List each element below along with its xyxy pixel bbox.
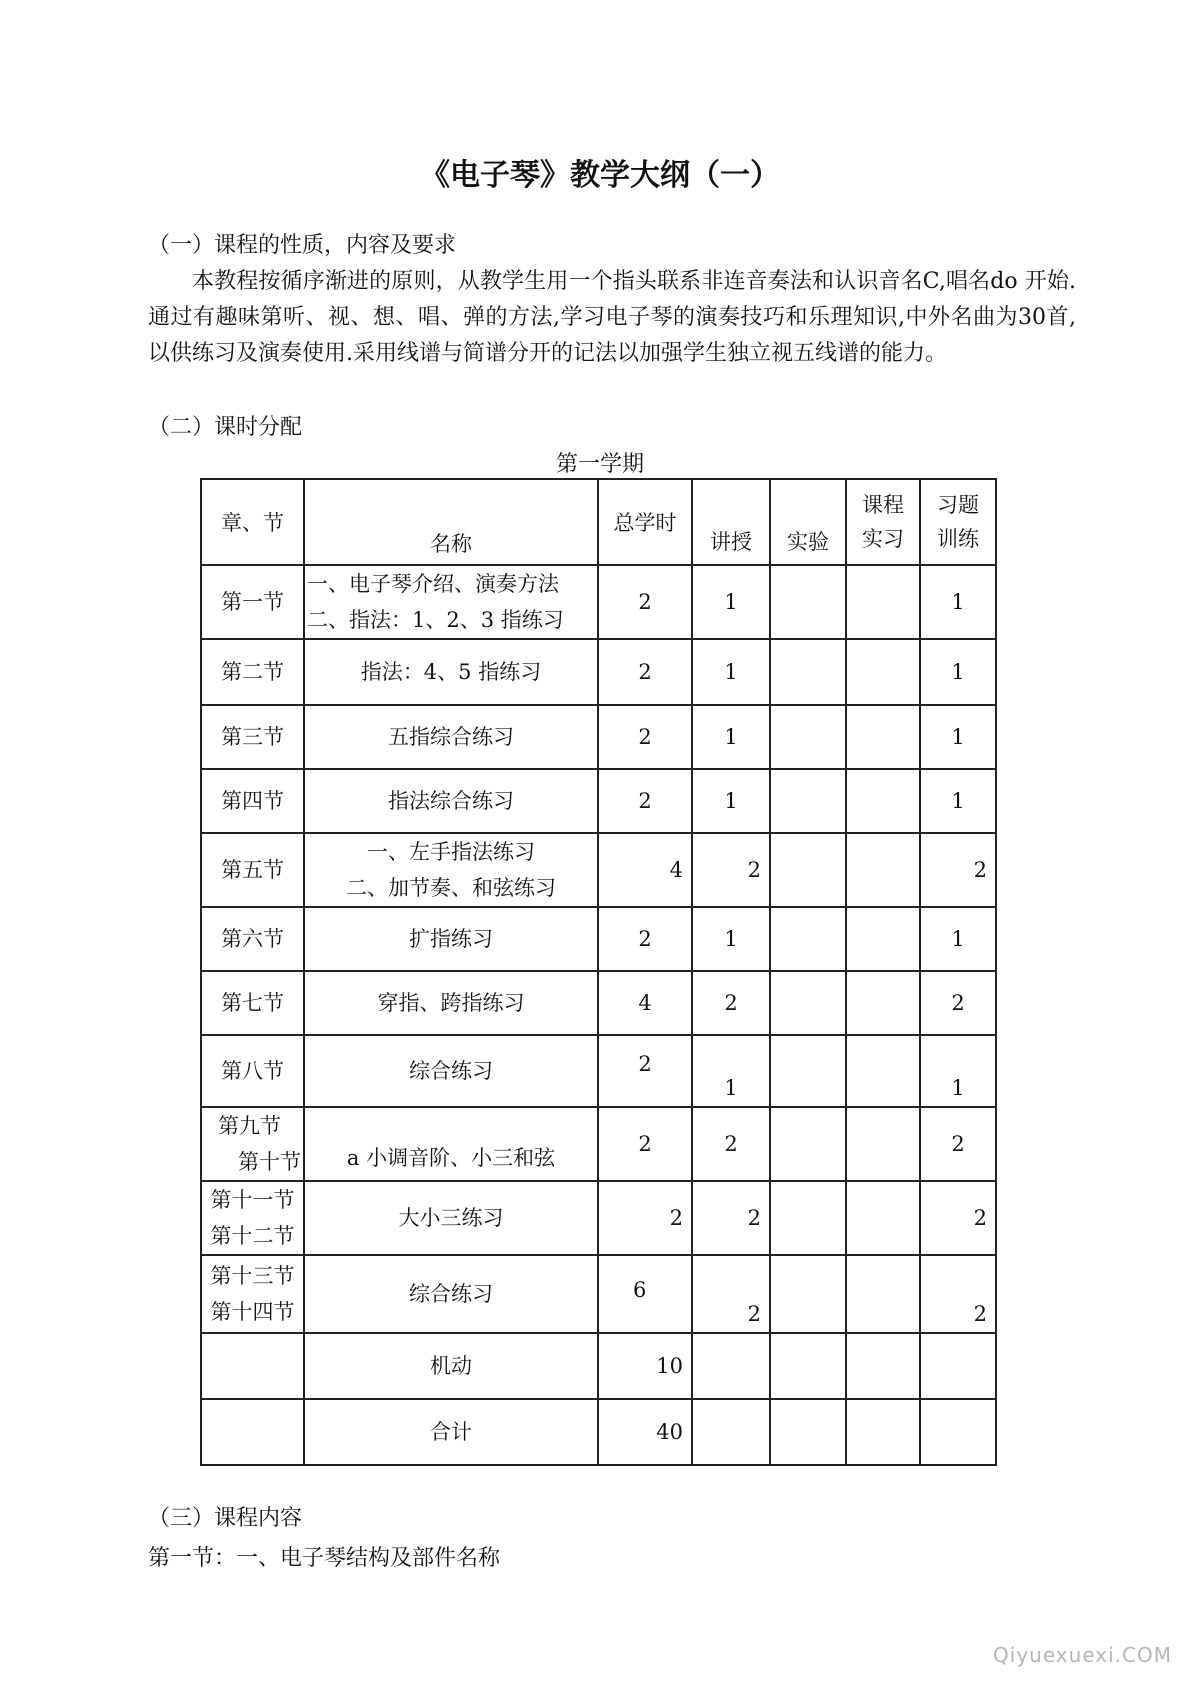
lab-hours-cell [770,639,846,705]
name-line: 扩指练习 [409,927,493,951]
lab-hours-cell [770,565,846,639]
name-cell [304,1181,598,1255]
total-hours-cell: 2 [598,1181,692,1255]
table-row [201,1399,996,1465]
term-label: 第一学期 [555,452,644,477]
header-total: 总学时 [598,479,692,565]
section3-heading: （三）课程内容 [148,1506,303,1531]
total-hours-cell: 4 [598,833,692,907]
name-cell [304,1399,598,1465]
table-body [201,565,996,1465]
table-row [201,907,996,971]
practice-hours-cell [846,1035,920,1107]
practice-hours-cell [846,907,920,971]
total-hours-cell: 2 [598,565,692,639]
lecture-hours-cell: 1 [692,565,770,639]
lab-hours-cell [770,907,846,971]
section2-heading: （二）课时分配 [148,415,303,440]
section1-paragraph: 本教程按循序渐进的原则，从教学生用一个指头联系非连音奏法和认识音名C,唱名do 开始.通过有趣味第听、视、想、唱、弹的方法,学习电子琴的演奏技巧和乐理知识,中外名曲为30首,以供练习及演奏使用.采用线谱与简谱分开的记法以加强学生独立视五线谱的能力。 [148,269,1076,366]
exercise-hours-cell: 1 [920,565,996,639]
header-exercise-line1: 习题 [937,493,979,517]
lecture-hours-cell: 1 [692,907,770,971]
table-row [201,1107,996,1181]
chapter-label: 第七节 [221,991,284,1015]
lecture-hours-cell: 2 [692,1255,770,1333]
chapter-label: 第十一节 [210,1188,295,1212]
lecture-hours-cell: 2 [692,1181,770,1255]
chapter-label: 第五节 [221,858,284,882]
name-line: 机动 [430,1354,472,1378]
chapter-label: 第三节 [221,725,284,749]
exercise-hours-cell: 2 [920,971,996,1035]
exercise-hours-cell: 2 [920,1255,996,1333]
practice-hours-cell [846,1255,920,1333]
chapter-label: 第一节 [221,590,284,614]
total-hours-cell: 2 [598,639,692,705]
section3-line1: 第一节：一、电子琴结构及部件名称 [148,1546,501,1571]
lecture-hours-cell [692,1333,770,1399]
name-line: 合计 [430,1420,472,1444]
name-line: 综合练习 [409,1059,493,1083]
header-practice [846,479,920,565]
lecture-hours-cell: 1 [692,639,770,705]
name-line: 穿指、跨指练习 [377,991,525,1015]
chapter-cell [201,1255,304,1333]
exercise-hours-cell: 1 [920,769,996,833]
chapter-label: 第十三节 [210,1264,295,1288]
section1-heading: （一）课程的性质，内容及要求 [148,233,457,258]
name-cell [304,1035,598,1107]
chapter-cell [201,833,304,907]
total-hours-cell: 40 [598,1399,692,1465]
lab-hours-cell [770,705,846,769]
chapter-cell [201,705,304,769]
exercise-hours-cell: 1 [920,907,996,971]
lab-hours-cell [770,971,846,1035]
chapter-label: 第六节 [221,927,284,951]
name-cell [304,1333,598,1399]
name-cell [304,1255,598,1333]
lab-hours-cell [770,1333,846,1399]
lecture-hours-cell [692,1399,770,1465]
name-line-second: 二、指法：1、2、3 指练习 [307,608,564,632]
chapter-label-second: 第十二节 [210,1224,295,1248]
practice-hours-cell [846,639,920,705]
header-exercise-line2: 训练 [937,527,979,551]
table-row [201,1255,996,1333]
exercise-hours-cell: 1 [920,639,996,705]
name-line: 一、电子琴介绍、演奏方法 [307,572,559,596]
table-row [201,971,996,1035]
header-name: 名称 [304,479,598,565]
name-line: 指法：4、5 指练习 [360,660,542,684]
table-row [201,565,996,639]
total-hours-cell: 2 [598,907,692,971]
lecture-hours-cell: 1 [692,1035,770,1107]
table-row [201,1333,996,1399]
exercise-hours-cell: 1 [920,705,996,769]
total-hours-cell: 2 [598,769,692,833]
chapter-label: 第四节 [221,789,284,813]
exercise-hours-cell: 2 [920,833,996,907]
exercise-hours-cell: 2 [920,1107,996,1181]
name-cell [304,639,598,705]
chapter-cell [201,1399,304,1465]
practice-hours-cell [846,1399,920,1465]
lecture-hours-cell: 2 [692,971,770,1035]
total-hours-cell: 6 [598,1255,692,1333]
chapter-cell [201,639,304,705]
chapter-label-second: 第十四节 [210,1300,295,1324]
total-hours-cell: 10 [598,1333,692,1399]
exercise-hours-cell: 1 [920,1035,996,1107]
chapter-label: 第二节 [221,660,284,684]
chapter-cell [201,907,304,971]
lab-hours-cell [770,1107,846,1181]
name-cell [304,705,598,769]
name-cell [304,833,598,907]
lecture-hours-cell: 1 [692,705,770,769]
name-line: 大小三练习 [398,1206,504,1230]
lab-hours-cell [770,833,846,907]
header-lecture: 讲授 [692,479,770,565]
practice-hours-cell [846,565,920,639]
lecture-hours-cell: 2 [692,833,770,907]
exercise-hours-cell [920,1399,996,1465]
chapter-cell [201,769,304,833]
document-title: 《电子琴》教学大纲（一） [420,158,780,193]
chapter-cell [201,1107,304,1181]
table-row [201,639,996,705]
practice-hours-cell [846,833,920,907]
site-watermark: Qiyuexuexi.COM [993,1643,1172,1667]
chapter-label-second: 第十节 [238,1150,301,1174]
name-cell [304,907,598,971]
practice-hours-cell [846,1333,920,1399]
name-cell [304,565,598,639]
practice-hours-cell [846,769,920,833]
practice-hours-cell [846,705,920,769]
header-exercise [920,479,996,565]
lab-hours-cell [770,1399,846,1465]
exercise-hours-cell [920,1333,996,1399]
lab-hours-cell [770,1181,846,1255]
table-row [201,1181,996,1255]
total-hours-cell: 2 [598,705,692,769]
lecture-hours-cell: 1 [692,769,770,833]
name-cell [304,1107,598,1181]
lab-hours-cell [770,769,846,833]
total-hours-cell: 2 [598,1107,692,1181]
chapter-cell [201,1333,304,1399]
total-hours-cell: 4 [598,971,692,1035]
practice-hours-cell [846,971,920,1035]
name-line: 五指综合练习 [388,725,514,749]
name-line: a 小调音阶、小三和弦 [346,1146,556,1170]
name-line: 指法综合练习 [388,789,514,813]
chapter-label: 第九节 [218,1114,281,1138]
table-row [201,1035,996,1107]
header-chapter: 章、节 [201,479,304,565]
name-line: 综合练习 [409,1282,493,1306]
chapter-cell [201,1035,304,1107]
exercise-hours-cell: 2 [920,1181,996,1255]
chapter-cell [201,1181,304,1255]
table-row [201,769,996,833]
lab-hours-cell [770,1035,846,1107]
name-line-second: 二、加节奏、和弦练习 [346,876,556,900]
chapter-label: 第八节 [221,1059,284,1083]
total-hours-cell: 2 [598,1035,692,1107]
class-hours-table [200,478,997,1466]
name-line: 一、左手指法练习 [367,840,535,864]
header-lab: 实验 [770,479,846,565]
table-header-row [201,479,996,565]
chapter-cell [201,971,304,1035]
table-row [201,833,996,907]
header-practice-line1: 课程 [862,493,904,517]
practice-hours-cell [846,1107,920,1181]
chapter-cell [201,565,304,639]
name-cell [304,769,598,833]
table-row [201,705,996,769]
header-practice-line2: 实习 [862,527,904,551]
lab-hours-cell [770,1255,846,1333]
name-cell [304,971,598,1035]
practice-hours-cell [846,1181,920,1255]
lecture-hours-cell: 2 [692,1107,770,1181]
